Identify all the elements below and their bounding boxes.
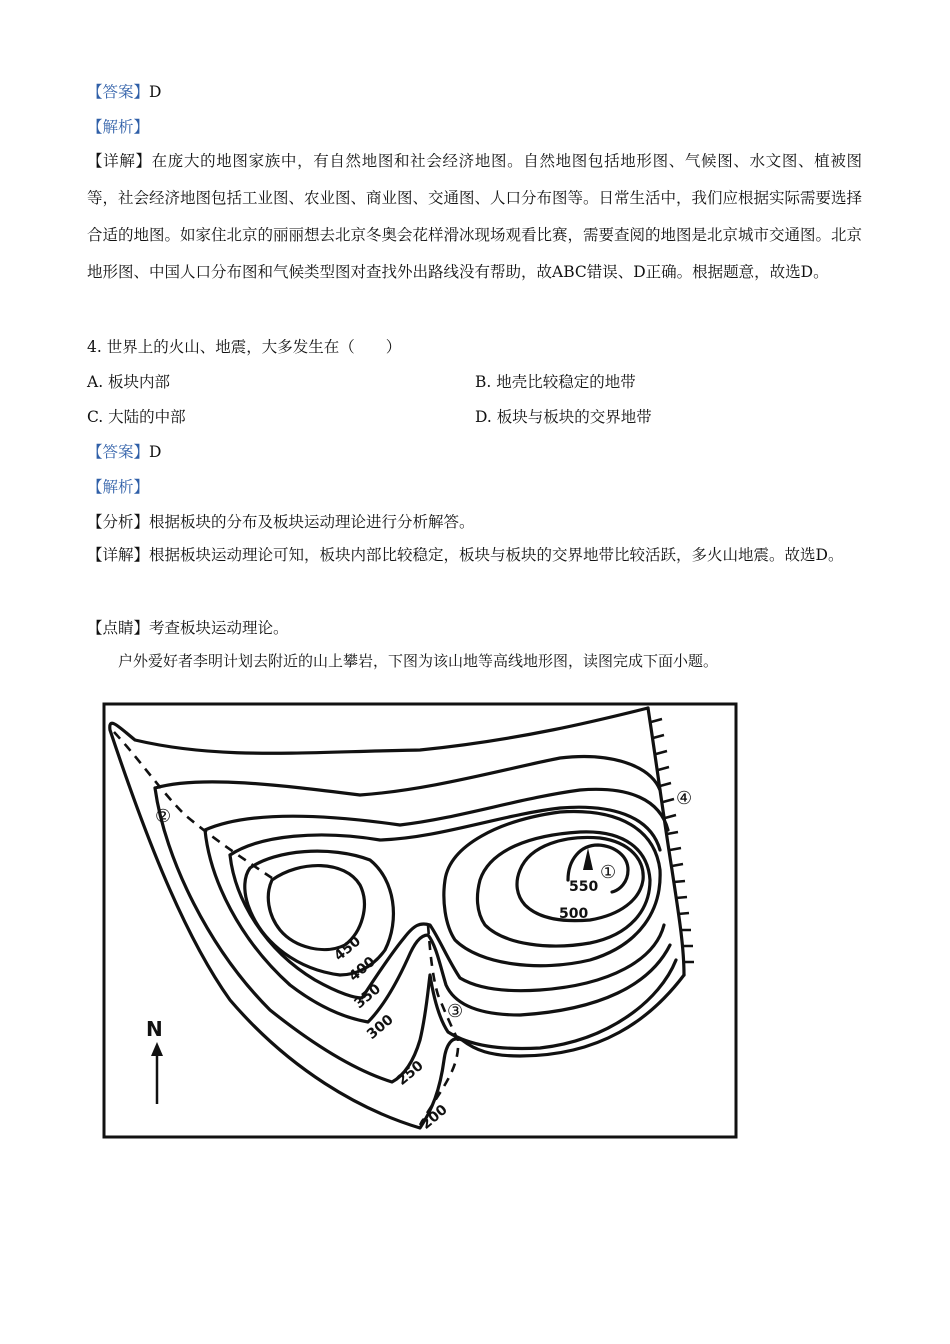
q4-fenxi-tag: 【分析】 [87, 513, 150, 531]
q4-option-a: A. 板块内部 [87, 373, 171, 391]
label-450: 450 [331, 933, 364, 965]
north-arrow-icon [151, 1042, 163, 1104]
q3-detail-tag: 【详解】 [87, 152, 152, 170]
q4-detail-tag: 【详解】 [87, 546, 150, 564]
peak-triangle-icon [583, 848, 593, 870]
q4-analysis-tag: 【解析】 [87, 478, 150, 496]
q4-detail-text: 根据板块运动理论可知，板块内部比较稳定，板块与板块的交界地带比较活跃，多火山地震。故选D。 [149, 546, 844, 564]
label-400: 400 [346, 953, 379, 985]
contour-400 [245, 851, 394, 975]
label-250: 250 [394, 1057, 427, 1089]
label-550: 550 [569, 879, 599, 895]
contour-300 [205, 789, 670, 1022]
q4-dianjing-text: 考查板块运动理论。 [149, 619, 289, 637]
marker-1: ① [600, 862, 617, 883]
q3-answer-value: D [149, 83, 162, 101]
marker-4: ④ [676, 788, 693, 809]
q4-option-d: D. 板块与板块的交界地带 [475, 408, 652, 426]
contour-lines [110, 708, 684, 1128]
label-300: 300 [364, 1011, 397, 1043]
label-350: 350 [351, 980, 385, 1013]
label-500: 500 [559, 906, 589, 922]
q3-answer-tag: 【答案】 [87, 83, 150, 101]
map-intro-text: 户外爱好者李明计划去附近的山上攀岩，下图为该山地等高线地形图，读图完成下面小题。 [118, 652, 719, 670]
north-label: N [146, 1017, 163, 1041]
contour-450-east [477, 832, 650, 946]
q4-answer-value: D [149, 443, 162, 461]
cliff-symbol [648, 708, 694, 975]
q3-detail-text: 在庞大的地图家族中，有自然地图和社会经济地图。自然地图包括地形图、气候图、水文图、植被图等，社会经济地图包括工业图、农业图、商业图、交通图、人口分布图等。日常生活中，我们应根据实际需要选择合适的地图。如家住北京的丽丽想去北京冬奥会花样滑冰现场观看比赛，需要查阅的地图是北京城市交通图。北京地形图、中国人口分布图和气候类型图对查找外出路线没有帮助，故ABC错误、D正确。根据题意，故选D。 [87, 152, 863, 281]
ridge-line-south [420, 925, 458, 1125]
contour-350 [230, 807, 664, 998]
q4-dianjing-tag: 【点睛】 [87, 619, 150, 637]
q4-stem: 4. 世界上的火山、地震，大多发生在（ ） [87, 338, 402, 356]
q4-answer-tag: 【答案】 [87, 443, 150, 461]
label-200: 200 [418, 1101, 451, 1133]
marker-2: ② [155, 806, 172, 827]
q4-option-b: B. 地壳比较稳定的地带 [475, 373, 636, 391]
marker-3: ③ [447, 1001, 464, 1022]
q4-fenxi-text: 根据板块的分布及板块运动理论进行分析解答。 [149, 513, 475, 531]
q4-option-c: C. 大陆的中部 [87, 408, 186, 426]
q3-analysis-tag: 【解析】 [87, 118, 150, 136]
